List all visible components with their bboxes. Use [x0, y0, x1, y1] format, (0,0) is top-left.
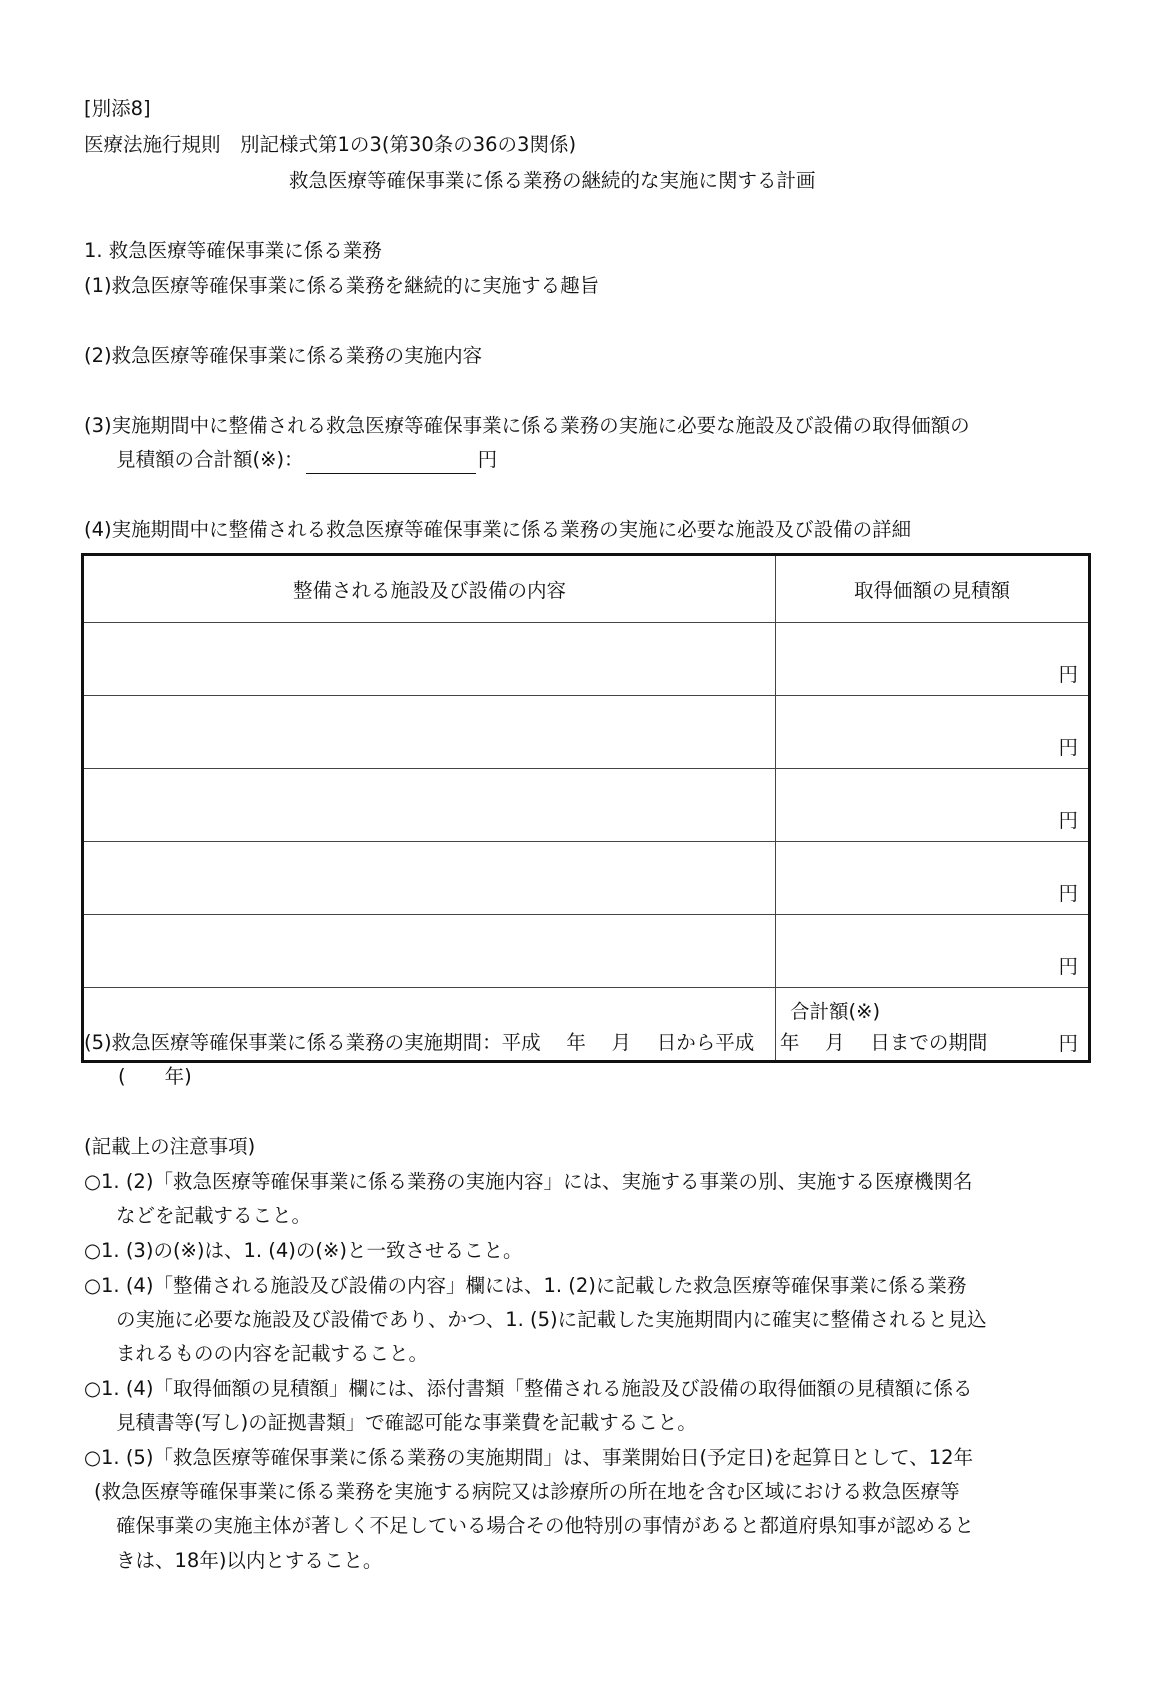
- page-title: 救急医療等確保事業に係る業務の継続的な実施に関する計画: [289, 169, 816, 192]
- column-header-amount: 取得価額の見積額: [776, 555, 1090, 623]
- amount-cell[interactable]: [776, 623, 1090, 696]
- item-3-line-1: (3)実施期間中に整備される救急医療等確保事業に係る業務の実施に必要な施設及び設備の取得価額の: [84, 414, 970, 437]
- note-5-line-1: ○1. (5)「救急医療等確保事業に係る業務の実施期間」は、事業開始日(予定日)を起算日として、12年: [84, 1446, 974, 1469]
- table-row: [83, 842, 1090, 915]
- total-estimate-blank[interactable]: [306, 453, 476, 474]
- yen-unit: 円: [1058, 882, 1078, 905]
- total-label: 合計額(※): [790, 1000, 881, 1023]
- amount-cell[interactable]: [776, 696, 1090, 769]
- table-header-row: [83, 555, 1090, 623]
- notes-heading: (記載上の注意事項): [84, 1135, 256, 1158]
- note-5-line-4: きは、18年)以内とすること。: [116, 1549, 383, 1572]
- note-3-line-3: まれるものの内容を記載すること。: [116, 1342, 429, 1365]
- regulation-reference: 医療法施行規則 別記様式第1の3(第30条の36の3関係): [84, 133, 577, 156]
- item-2: (2)救急医療等確保事業に係る業務の実施内容: [84, 344, 483, 367]
- column-header-content: 整備される施設及び設備の内容: [83, 555, 776, 623]
- amount-cell[interactable]: [776, 915, 1090, 988]
- note-3-line-2: の実施に必要な施設及び設備であり、かつ、1. (5)に記載した実施期間内に確実に整備されると見込: [116, 1308, 987, 1331]
- content-cell[interactable]: [83, 696, 776, 769]
- yen-unit: 円: [1058, 955, 1078, 978]
- content-cell[interactable]: [83, 769, 776, 842]
- item-1: (1)救急医療等確保事業に係る業務を継続的に実施する趣旨: [84, 274, 600, 297]
- note-5-line-3: 確保事業の実施主体が著しく不足している場合その他特別の事情があると都道府県知事が認めると: [116, 1514, 975, 1537]
- yen-unit: 円: [477, 448, 498, 471]
- content-cell[interactable]: [83, 842, 776, 915]
- content-cell[interactable]: [83, 623, 776, 696]
- table-row: [83, 769, 1090, 842]
- attachment-label: [別添8]: [84, 97, 151, 120]
- yen-unit: 円: [1058, 1032, 1078, 1055]
- item-5-line-2: ( 年): [118, 1065, 192, 1088]
- amount-cell[interactable]: [776, 769, 1090, 842]
- total-estimate-label: 見積額の合計額(※)：: [116, 448, 304, 471]
- table-row: [83, 915, 1090, 988]
- yen-unit: 円: [1058, 736, 1078, 759]
- content-cell[interactable]: [83, 915, 776, 988]
- note-3-line-1: ○1. (4)「整備される施設及び設備の内容」欄には、1. (2)に記載した救急医療等確保事業に係る業務: [84, 1274, 967, 1297]
- section-heading: 1. 救急医療等確保事業に係る業務: [84, 239, 382, 262]
- note-1-line-1: ○1. (2)「救急医療等確保事業に係る業務の実施内容」には、実施する事業の別、実施する医療機関名: [84, 1170, 973, 1193]
- facilities-table: [81, 553, 1091, 1063]
- yen-unit: 円: [1058, 663, 1078, 686]
- yen-unit: 円: [1058, 809, 1078, 832]
- item-3-line-2: [116, 446, 497, 474]
- amount-cell[interactable]: [776, 842, 1090, 915]
- note-4-line-2: 見積書等(写し)の証拠書類」で確認可能な事業費を記載すること。: [116, 1411, 697, 1434]
- note-5-line-2: (救急医療等確保事業に係る業務を実施する病院又は診療所の所在地を含む区域における救急医療等: [94, 1480, 960, 1503]
- table-row: [83, 696, 1090, 769]
- note-2-line-1: ○1. (3)の(※)は、1. (4)の(※)と一致させること。: [84, 1239, 523, 1262]
- note-4-line-1: ○1. (4)「取得価額の見積額」欄には、添付書類「整備される施設及び設備の取得価額の見積額に係る: [84, 1377, 973, 1400]
- note-1-line-2: などを記載すること。: [116, 1204, 312, 1227]
- table-row: [83, 623, 1090, 696]
- item-5-line-1: (5)救急医療等確保事業に係る業務の実施期間：平成 年 月 日から平成 年 月 日までの期間: [84, 1031, 988, 1054]
- item-4: (4)実施期間中に整備される救急医療等確保事業に係る業務の実施に必要な施設及び設備の詳細: [84, 518, 912, 541]
